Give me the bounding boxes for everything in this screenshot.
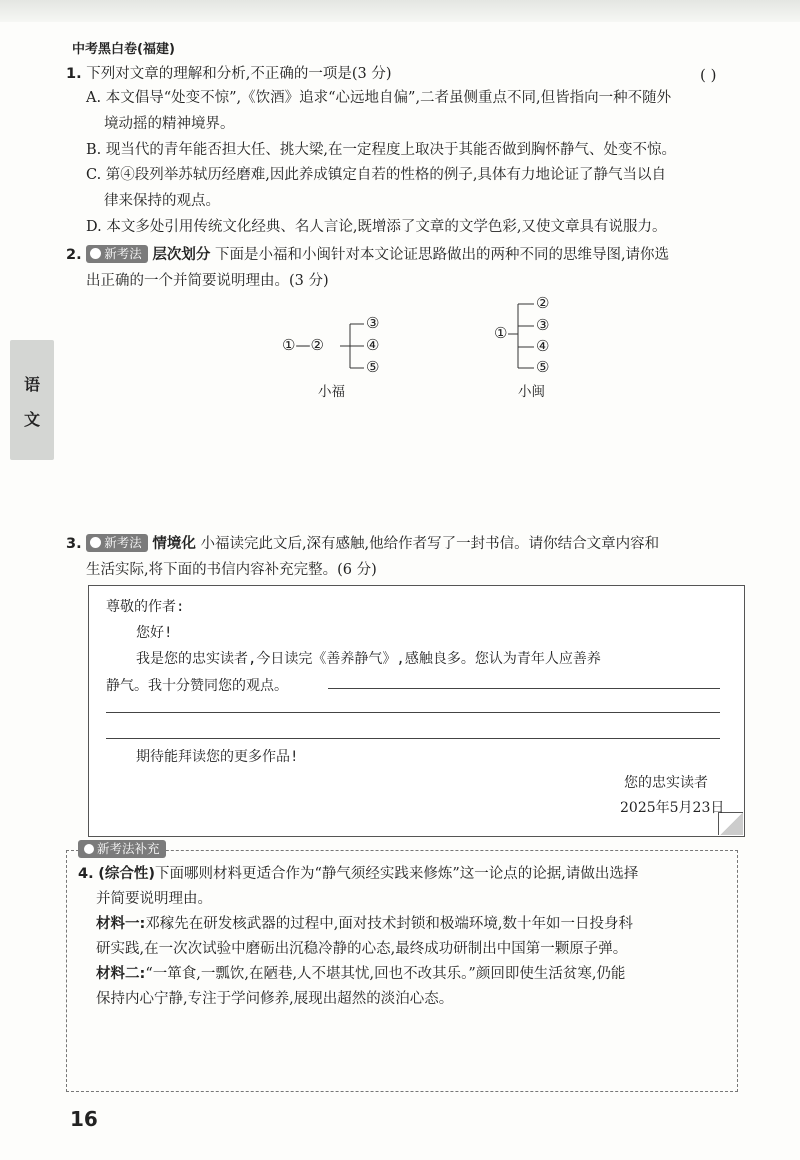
option-d: D. 本文多处引用传统文化经典、名人言论,既增添了文章的文学色彩,又使文章具有说服力。 [86, 219, 667, 235]
side-tab-char: 语 [23, 375, 40, 394]
new-method-tag: 新考法 [86, 534, 148, 552]
mind-map-b-leaf: ⑤ [536, 358, 550, 376]
question-4-stem: 4. (综合性)下面哪则材料更适合作为“静气须经实践来修炼”这一论点的论据,请做出选择 [78, 866, 639, 882]
letter-salutation: 尊敬的作者: [106, 599, 185, 615]
new-method-tag: 新考法 [86, 245, 148, 263]
option-b: B. 现当代的青年能否担大任、挑大梁,在一定程度上取决于其能否做到胸怀静气、处变不惊。 [86, 142, 676, 158]
letter-closing: 期待能拜读您的更多作品! [136, 749, 299, 765]
letter-greeting: 您好! [136, 625, 173, 641]
mind-map-a-caption: 小福 [318, 384, 345, 400]
bulb-icon [90, 248, 101, 259]
subject-side-tab [10, 340, 54, 460]
mind-map-b-leaf: ② [536, 294, 550, 312]
side-tab-char: 文 [23, 410, 40, 429]
option-c: C. 第④段列举苏轼历经磨难,因此养成镇定自若的性格的例子,具体有力地论证了静气当以自 [86, 167, 667, 183]
mind-map-a-leaf: ⑤ [366, 358, 380, 376]
answer-parentheses: ( ) [700, 66, 717, 84]
question-3-stem-cont: 生活实际,将下面的书信内容补充完整。(6 分) [86, 562, 377, 578]
question-1-stem: 1. 下列对文章的理解和分析,不正确的一项是(3 分) [66, 66, 392, 82]
answer-line[interactable] [106, 738, 720, 739]
mind-map-b-root: ① [494, 324, 508, 342]
letter-body: 我是您的忠实读者,今日读完《善养静气》,感触良多。您认为青年人应善养 [136, 651, 601, 667]
letter-body: 静气。我十分赞同您的观点。 [106, 678, 288, 694]
question-4-stem-cont: 并简要说明理由。 [96, 891, 212, 907]
bulb-icon [84, 844, 94, 854]
question-2-stem: 2. 新考法 层次划分 下面是小福和小闽针对本文论证思路做出的两种不同的思维导图,请你选 [66, 246, 670, 263]
mind-map-a-leaf: ④ [366, 336, 380, 354]
answer-line[interactable] [106, 712, 720, 713]
question-2-stem-cont: 出正确的一个并简要说明理由。(3 分) [86, 273, 329, 289]
material-2: 材料二:“一箪食,一瓢饮,在陋巷,人不堪其忧,回也不改其乐。”颜回即使生活贫寒,仍能 [96, 966, 626, 982]
letter-date: 2025年5月23日 [620, 800, 725, 816]
material-1: 材料一:邓稼先在研发核武器的过程中,面对技术封锁和极端环境,数十年如一日投身科 [96, 916, 634, 932]
mind-map-a-leaf: ③ [366, 314, 380, 332]
material-2-cont: 保持内心宁静,专注于学问修养,展现出超然的淡泊心态。 [96, 991, 454, 1007]
option-c-cont: 律来保持的观点。 [104, 193, 220, 209]
material-1-cont: 研实践,在一次次试验中磨砺出沉稳冷静的心态,最终成功研制出中国第一颗原子弹。 [96, 941, 628, 957]
mind-map-b-leaf: ④ [536, 337, 550, 355]
bulb-icon [90, 537, 101, 548]
option-a: A. 本文倡导“处变不惊”,《饮酒》追求“心远地自偏”,二者虽侧重点不同,但皆指向一种不随外 [86, 90, 672, 106]
letter-signature: 您的忠实读者 [624, 775, 708, 791]
mind-map-a-root: ①—② [282, 336, 324, 354]
mind-map-b-leaf: ③ [536, 316, 550, 334]
mind-map-b-caption: 小闽 [518, 384, 545, 400]
page-number: 16 [70, 1107, 98, 1131]
answer-line[interactable] [328, 688, 720, 689]
supplement-label: 新考法补充 [78, 840, 166, 858]
book-header: 中考黑白卷(福建) [72, 42, 175, 57]
question-3-stem: 3. 新考法 情境化 小福读完此文后,深有感触,他给作者写了一封书信。请你结合文章内容和 [66, 535, 660, 552]
top-scan-bar [0, 0, 800, 22]
option-a-cont: 境动摇的精神境界。 [104, 116, 235, 132]
